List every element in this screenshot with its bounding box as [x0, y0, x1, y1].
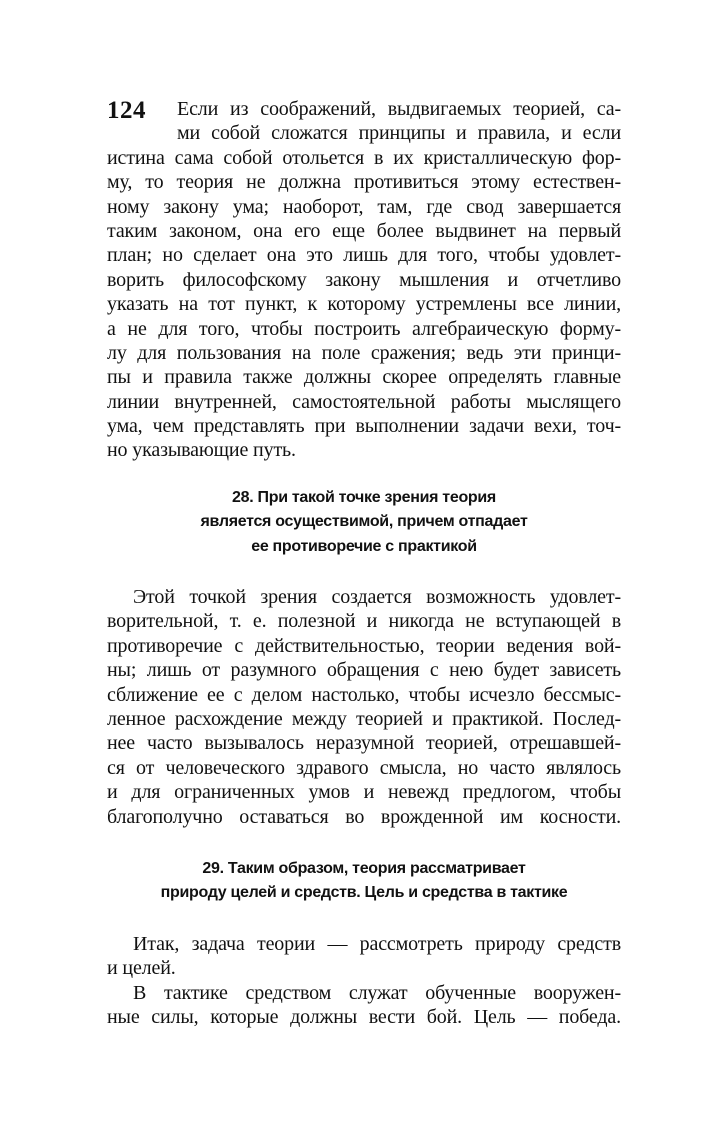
heading-line: ее противоречие с практикой: [251, 537, 477, 555]
text-line: ми собой сложатся принципы и правила, и если: [177, 122, 621, 145]
text-line: сближение ее с делом настолько, чтобы исчезло бессмыс-: [107, 683, 621, 706]
text-line: ума, чем представлять при выполнении задачи вехи, точ-: [107, 415, 621, 438]
text-line: ны; лишь от разумного обращения с нею будет зависеть: [107, 659, 621, 682]
text-line: ленное расхождение между теорией и практикой. Послед-: [107, 707, 621, 730]
page-number: 124: [107, 97, 146, 124]
text-line: ному закону ума; наоборот, там, где свод завершается: [107, 195, 621, 218]
paragraph-2: [107, 585, 621, 829]
text-line: а не для того, чтобы построить алгебраическую форму-: [107, 317, 621, 340]
text-line: указать на тот пункт, к которому устремлены все линии,: [107, 293, 621, 316]
book-page: [107, 96, 621, 1029]
text-line: противоречие с действительностью, теории ведения вой-: [107, 634, 621, 657]
text-line: пы и правила также должны скорее определять главные: [107, 366, 621, 389]
heading-line: природу целей и средств. Цель и средства в тактике: [160, 884, 568, 902]
paragraph-3: [107, 932, 621, 981]
text-line: Этой точкой зрения создается возможность удовлет-: [133, 586, 621, 609]
text-line: линии внутренней, самостоятельной работы мыслящего: [107, 390, 621, 413]
paragraph-1: [107, 97, 621, 463]
text-line: Если из соображений, выдвигаемых теорией, са-: [177, 98, 621, 120]
text-line: ся от человеческого здравого смысла, но часто являлось: [107, 756, 621, 779]
text-line: но указывающие путь.: [107, 439, 296, 462]
heading-line: 29. Таким образом, теория рассматривает: [202, 859, 526, 877]
text-line: ворить философскому закону мышления и отчетливо: [107, 268, 621, 291]
text-line: благополучно оставаться во врожденной им косности.: [107, 805, 621, 828]
text-line: ворительной, т. е. полезной и никогда не вступающей в: [107, 610, 621, 633]
text-line: лу для пользования на поле сражения; ведь эти принци-: [107, 341, 621, 364]
section-heading-28: [107, 486, 621, 559]
text-line: и для ограниченных умов и невежд предлогом, чтобы: [107, 781, 621, 804]
heading-line: 28. При такой точке зрения теория: [232, 488, 496, 506]
text-line: истина сама собой отольется в их кристаллическую фор-: [107, 146, 621, 169]
section-heading-29: [107, 857, 621, 906]
paragraph-4: [107, 981, 621, 1030]
text-line: и целей.: [107, 957, 176, 980]
text-line: Итак, задача теории — рассмотреть природу средств: [133, 932, 621, 955]
text-line: нее часто вызывалось неразумной теорией, отрешавшей-: [107, 732, 621, 755]
text-line: таким законом, она его еще более выдвинет на первый: [107, 219, 621, 242]
text-line: В тактике средством служат обученные вооружен-: [133, 981, 621, 1004]
heading-line: является осуществимой, причем отпадает: [200, 513, 528, 531]
text-line: план; но сделает она это лишь для того, чтобы удовлет-: [107, 244, 621, 267]
text-line: му, то теория не должна противиться этому естествен-: [107, 171, 621, 194]
text-line: ные силы, которые должны вести бой. Цель — победа.: [107, 1005, 621, 1028]
